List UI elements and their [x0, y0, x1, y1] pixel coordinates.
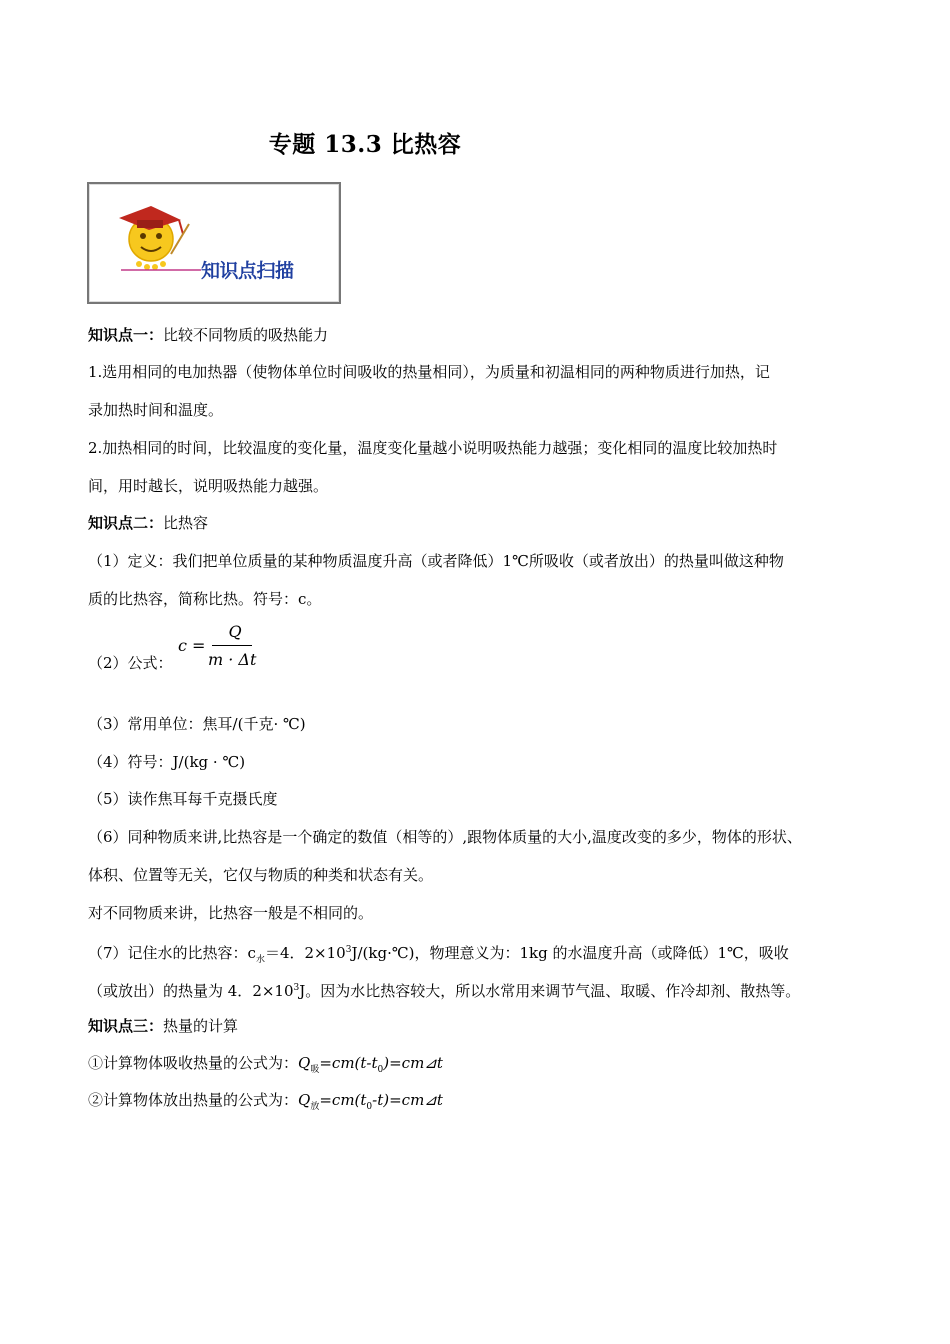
subscript: 水: [255, 955, 265, 965]
paragraph-line: [88, 940, 789, 970]
formula-label: （2）公式：: [88, 654, 173, 672]
paragraph-line: 1.选用相同的电加热器（使物体单位时间吸收的热量相同），为质量和初温相同的两种物质进行加热，记: [88, 363, 770, 381]
section-label: 知识点三：: [88, 1017, 164, 1035]
text-run: J/(kg·℃)，物理意义为：1kg 的水温度升高（或降低）1℃，吸收: [351, 944, 789, 962]
formula-denominator: m · Δt: [208, 650, 257, 669]
banner-label: 知识点扫描: [201, 260, 294, 282]
subscript: 0: [377, 1065, 384, 1075]
text-run: （7）记住水的比热容：c: [88, 944, 256, 962]
section-heading: [88, 1016, 238, 1036]
formula-line: [88, 1090, 443, 1117]
section-title: 比热容: [163, 514, 209, 532]
formula-run: =cm(t-t: [319, 1054, 378, 1072]
text-run: J。因为水比热容较大，所以水常用来调节气温、取暖、作冷却剂、散热等。: [299, 982, 801, 1000]
section-heading: [88, 325, 328, 345]
paragraph-line: （3）常用单位：焦耳/(千克· ℃): [88, 715, 306, 733]
formula-numerator: Q: [228, 622, 242, 641]
subscript: 0: [366, 1102, 373, 1112]
knowledge-scan-banner: [87, 182, 341, 304]
mascot-graduation-cap-icon: [89, 184, 343, 306]
fraction-bar: [212, 645, 252, 646]
formula-var: Q: [298, 1054, 311, 1072]
text-run: ②计算物体放出热量的公式为：: [88, 1091, 299, 1109]
subscript: 吸: [310, 1065, 320, 1075]
paragraph-line: （5）读作焦耳每千克摄氏度: [88, 790, 278, 808]
formula-run: -t)=cm⊿t: [372, 1091, 443, 1109]
paragraph-line: 2.加热相同的时间，比较温度的变化量，温度变化量越小说明吸热能力越强；变化相同的温度比较加热时: [88, 439, 778, 457]
section-title: 比较不同物质的吸热能力: [163, 326, 329, 344]
subscript: 放: [310, 1102, 320, 1112]
text-run: ＝4．2×10: [264, 944, 346, 962]
superscript: 3: [293, 983, 300, 993]
formula-run: )=cm⊿t: [383, 1054, 443, 1072]
page-title: 专题 13.3 比热容: [268, 131, 462, 158]
paragraph-line: 对不同物质来讲，比热容一般是不相同的。: [88, 904, 374, 922]
text-run: （或放出）的热量为 4．2×10: [88, 982, 294, 1000]
paragraph-line: 质的比热容，简称比热。符号：c。: [88, 590, 322, 608]
section-title: 热量的计算: [163, 1017, 239, 1035]
formula-var: Q: [298, 1091, 311, 1109]
paragraph-line: [88, 978, 800, 1001]
paragraph-line: 间，用时越长，说明吸热能力越强。: [88, 477, 329, 495]
section-label: 知识点二：: [88, 514, 164, 532]
paragraph-line: （1）定义：我们把单位质量的某种物质温度升高（或者降低）1℃所吸收（或者放出）的热量叫做这种物: [88, 552, 784, 570]
paragraph-line: 体积、位置等无关，它仅与物质的种类和状态有关。: [88, 866, 434, 884]
paragraph-line: 录加热时间和温度。: [88, 401, 224, 419]
formula-line: [88, 1053, 443, 1080]
text-run: ①计算物体吸收热量的公式为：: [88, 1054, 299, 1072]
superscript: 3: [345, 945, 352, 955]
section-heading: [88, 513, 208, 533]
paragraph-line: （4）符号：J/(kg · ℃): [88, 753, 246, 771]
paragraph-line: （6）同种物质来讲,比热容是一个确定的数值（相等的）,跟物体质量的大小,温度改变的多少，物体的形状、: [88, 828, 802, 846]
formula-lhs: c =: [178, 636, 206, 655]
section-label: 知识点一：: [88, 326, 164, 344]
formula-run: =cm(t: [319, 1091, 367, 1109]
